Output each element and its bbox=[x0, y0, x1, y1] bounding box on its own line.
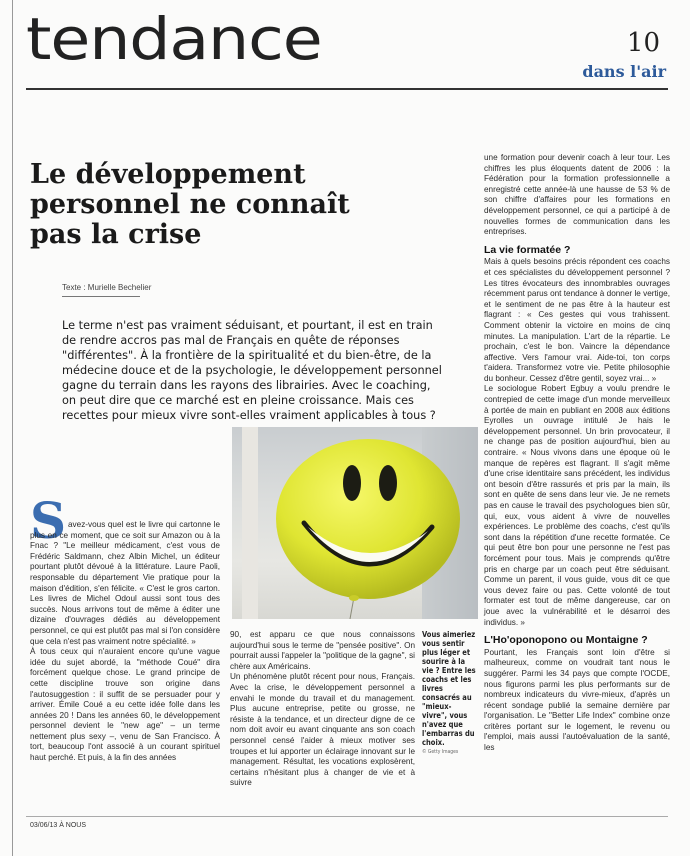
lead-paragraph: Le terme n'est pas vraiment séduisant, et pourtant, il est en train de rendre accros pas mal de Français en quête de réponses "différentes". À la frontière de la spiritualité et du bien-être, de la médecine douce et de la psychologie, le développement personnel gagne du terrain dans les rayons des librairies. Avec le coaching, on peut dire que ce marché est en pleine croissance. Mais ces recettes pour mieux vivre sont-elles vraiment applicables à tous ? bbox=[62, 319, 442, 422]
section-label: dans l'air bbox=[582, 62, 666, 81]
byline: Texte : Murielle Bechelier bbox=[62, 283, 152, 292]
page-number: 10 bbox=[626, 28, 660, 58]
drop-cap: S bbox=[30, 491, 67, 550]
headline: Le développement personnel ne connaît pas la crise bbox=[30, 159, 350, 250]
page-edge-rule bbox=[12, 0, 13, 856]
paragraph: avez-vous quel est le livre qui cartonne le plus en ce moment, que ce soit sur Amazon ou à la Fnac ? "Le meilleur médicament, c'est vous de Frédéric Saldmann, chez Albin Michel, un éditeur pourtant plutôt dévoué à la littérature. Laure Paoli, responsable du département Vie pratique pour la maison d'édition, s'en félicite. « C'est le gros carton. Les livres de Michel Odoul aussi sont tous des succès. Nous arrivons tout de même à éditer une dizaine d'ouvrages dédiés au développement personnel, ce qui est plutôt pas mal si l'on considère que cela n'est pas vraiment notre spécialité. » bbox=[30, 520, 220, 646]
subheading: L'Ho'oponopono ou Montaigne ? bbox=[484, 634, 648, 647]
column-2 bbox=[230, 630, 415, 789]
photo-caption bbox=[422, 630, 476, 757]
byline-rule bbox=[62, 296, 140, 297]
paragraph: Mais à quels besoins précis répondent ces coachs et ces spécialistes du développement personnel ? Les titres évocateurs des innombrables ouvrages récemment parus ont tendance à donner le vertige, et le sentiment de ne pas être à la hauteur est flagrant : « Ces gestes qui vous trahissent. Comment obtenir la victoire en moins de cinq minutes. La manipulation. L'art de la répartie. Le prochain, c'est le bon. Vaincre la dépendance affective. Vers l'amour vrai. Aide-toi, ton corps t'aidera. Transformez votre vie. Petite philosophie du bonheur. Cessez d'être gentil, soyez vrai... » bbox=[484, 257, 670, 383]
masthead-rule bbox=[26, 88, 668, 90]
paragraph: À tous ceux qui n'auraient encore qu'une vague idée du sujet abordé, la "méthode Coué" dira forcément quelque chose. Le grand principe de cette discipline trouve son origine dans l'autosuggestion : il suffit de se persuader pour y arriver. Émile Coué a eu cette idée folle dans les années 20 ! Dans les années 60, le développement personnel devient le "new age" – un terme nettement plus sexy –, venu de San Francisco. À tort, beaucoup l'ont associé à un courant spirituel haut perché. Et puis, à la fin des années bbox=[30, 647, 220, 763]
paragraph: 90, est apparu ce que nous connaissons aujourd'hui sous le terme de "pensée positive". On pourrait aussi l'appeler la "politique de la gagne", si chère aux Américains. bbox=[230, 630, 415, 671]
column-3 bbox=[484, 153, 670, 754]
smiley-balloon-photo bbox=[232, 427, 478, 619]
column-1 bbox=[30, 520, 220, 764]
balloon-illustration bbox=[232, 427, 478, 619]
caption-text: Vous aimeriez vous sentir plus léger et sourire à la vie ? Entre les coachs et les livres consacrés au "mieux-vivre", vous n'avez que l'embarras du choix. bbox=[422, 630, 476, 747]
paragraph: une formation pour devenir coach à leur tour. Les chiffres les plus éloquents datent de 2006 : la Fédération pour la formation professionnelle a enregistré cette année-là une hausse de 53 % de son chiffre d'affaires pour les formations en développement personnel, ce qui a participé à de nouvelles formes de communication dans les entreprises. bbox=[484, 153, 670, 237]
paragraph: Pourtant, les Français sont loin d'être si malheureux, comme on voudrait tant nous le suggérer. Parmi les 34 pays que compte l'OCDE, nous figurons parmi les plus performants sur de nombreux indicateurs du vivre-mieux, d'après un récent sondage publié la semaine dernière par l'organisation. Le "Better Life Index" combine onze critères portant sur le logement, le revenu ou l'emploi, mais aussi l'autoévaluation de la santé, les bbox=[484, 647, 670, 753]
masthead-title: tendance bbox=[26, 5, 322, 73]
paragraph: Le sociologue Robert Egbuy a voulu prendre le contrepied de cette image d'un monde merveilleux à portée de main en publiant en 2008 aux éditions Eyrolles un ouvrage intitulé Je hais le développement personnel. Un brin provocateur, il ne change pas de position aujourd'hui, bien au contraire. « Nous vivons dans une époque où le manque de repères est flagrant. Il s'agit même d'une crise identitaire sans précédent, les individus ont besoin d'être rassurés et pris par la main, ils sont en quête de sens dans leur vie. Je ne remets pas en cause le travail des psychologues bien sûr, qui, eux, vous aident à vivre de nouvelles expériences. Le problème des coachs, c'est qu'ils sont dans la répétition d'une recette formatée. Ce qui peut être bon pour une personne ne l'est pas forcément pour tous. Mais je comprends qu'être pris en charge par un coach peut être séduisant. Comme un parent, il vous guide, vous dit ce que vous devez faire ou pas. Cette volonté de tout formater est tout de même dangereuse, car on joue avec la vulnérabilité et le désarroi des individus. » bbox=[484, 384, 670, 627]
footer-date: 03/06/13 À NOUS bbox=[30, 822, 87, 829]
footer-rule bbox=[26, 816, 668, 817]
paragraph: Un phénomène plutôt récent pour nous, Français. Avec la crise, le développement personnel a envahi le monde du travail et du management. Plus aucune entreprise, petite ou grosse, ne résiste à la tendance, et un directeur digne de ce nom doit avoir eu avant cinquante ans son coach personnel censé l'aider à mieux motiver ses troupes et lui apporter un éclairage innovant sur le management. Résultat, les vocations explosèrent, certains n'hésitant plus à changer de vie et à suivre bbox=[230, 672, 415, 788]
photo-credit: © Getty Images bbox=[422, 749, 459, 755]
subheading: La vie formatée ? bbox=[484, 243, 571, 256]
